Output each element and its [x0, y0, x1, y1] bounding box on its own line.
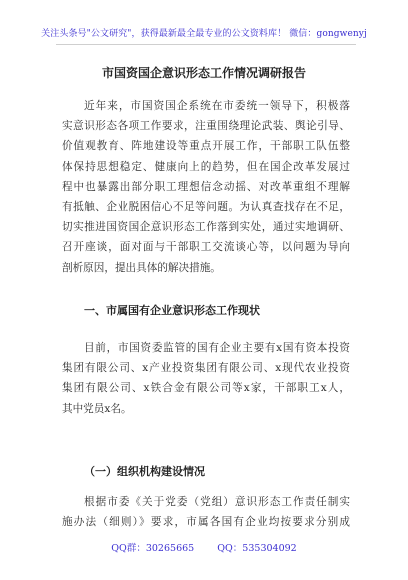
paragraph-line: 召开座谈，面对面与干部职工交流谈心等，以问题为导向	[62, 241, 350, 254]
paragraph-line: 近年来，市国资国企系统在市委统一领导下，积极落	[84, 100, 350, 112]
section-heading: 一、市属国有企业意识形态工作现状	[84, 304, 260, 317]
footer-qq-group: QQ群：30265665	[111, 543, 195, 554]
paragraph-line: 有抵触、企业脱困信心不足等问题。为认真查找存在不足，	[62, 201, 350, 214]
paragraph-line: 集团有限公司、x铁合金有限公司等x家，干部职工x人，	[62, 382, 350, 395]
intro-paragraph	[62, 96, 350, 278]
paragraph-line: 集团有限公司、x产业投资集团有限公司、x现代农业投资	[62, 362, 350, 375]
paragraph-line: 根据市委《关于党委（党组）意识形态工作责任制实	[84, 496, 350, 508]
header-notice: 关注头条号"公文研究"，获得最新最全最专业的公文资料库！ 微信：gongwenyj	[41, 29, 367, 39]
paragraph-line: 价值观教育、阵地建设等重点开展工作，干部职工队伍整	[62, 140, 350, 153]
paragraph-line: 剖析原因，提出具体的解决措施。	[62, 261, 221, 274]
header-divider	[56, 44, 356, 45]
section1-paragraph	[62, 338, 350, 419]
footer-qq: QQ：535304092	[217, 543, 297, 554]
paragraph-line: 目前，市国资委监管的国有企业主要有x国有资本投资	[84, 342, 350, 354]
paragraph-line: 实意识形态各项工作要求，注重围绕理论武装、舆论引导、	[62, 120, 350, 133]
document-title: 市国资国企意识形态工作情况调研报告	[101, 66, 306, 80]
paragraph-line: 体保持思想稳定、健康向上的趋势，但在国企改革发展过	[62, 160, 350, 173]
paragraph-line: 其中党员x名。	[62, 402, 132, 415]
paragraph-line: 施办法（细则）》要求，市属各国有企业均按要求分别成	[62, 516, 350, 529]
footer-contact	[0, 540, 408, 554]
paragraph-line: 切实推进国资国企意识形态工作落到实处，通过实地调研、	[62, 221, 350, 234]
subsection-heading: （一）组织机构建设情况	[84, 465, 205, 478]
paragraph-line: 程中也暴露出部分职工理想信念动摇、对改革重组不理解	[62, 180, 350, 193]
subsection1-paragraph	[62, 492, 350, 532]
